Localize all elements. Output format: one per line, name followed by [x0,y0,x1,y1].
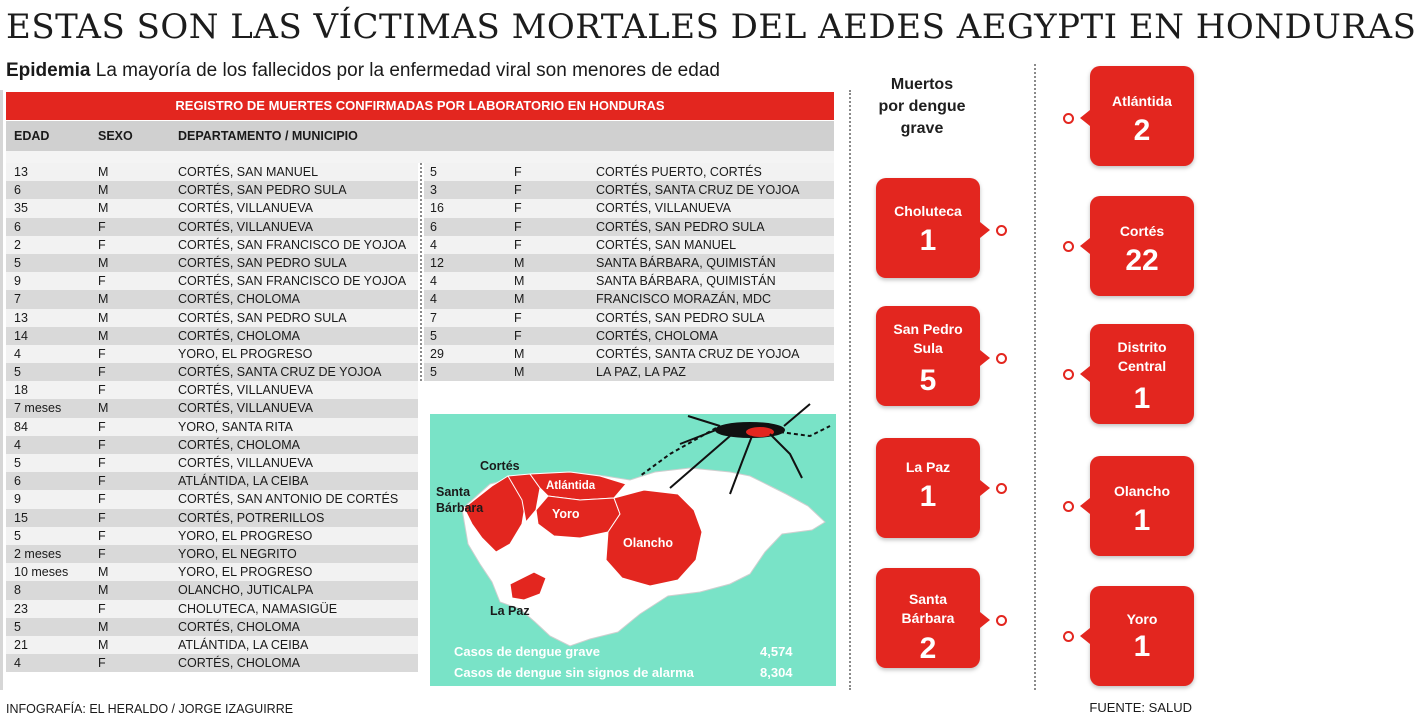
table-row [6,581,418,599]
card-name-line-2: Bárbara [901,610,955,626]
cell-edad: 7 [430,310,437,325]
table-row [6,163,418,181]
cell-sexo: F [514,328,522,343]
card-pointer [980,612,990,628]
cell-sexo: M [514,274,525,289]
table-row [6,472,418,490]
cell-sexo: M [98,583,109,598]
table-row [6,454,418,472]
card-pointer [1080,110,1090,126]
table-row [6,563,418,581]
col-sexo: SEXO [98,129,133,143]
cell-lugar: CHOLUTECA, NAMASIGÜE [178,601,338,616]
cell-lugar: CORTÉS, SAN PEDRO SULA [596,310,765,325]
map-label-olancho: Olancho [623,536,674,550]
cell-sexo: M [98,310,109,325]
table-row [424,199,834,217]
card-value: 1 [1133,382,1151,415]
cell-lugar: SANTA BÁRBARA, QUIMISTÁN [596,274,776,289]
cell-edad: 84 [14,419,28,434]
cell-edad: 6 [14,183,21,198]
cell-edad: 6 [430,219,437,234]
stat-grave-label: Casos de dengue grave [454,644,600,659]
footer-credit: INFOGRAFÍA: EL HERALDO / JORGE IZAGUIRRE [6,702,294,716]
table-row [424,163,834,181]
cell-sexo: F [98,656,106,671]
cell-edad: 4 [14,437,21,452]
cell-lugar: CORTÉS, VILLANUEVA [178,383,313,398]
cell-edad: 4 [430,274,437,289]
sidebar-heading [866,74,978,140]
card-pointer [1080,628,1090,644]
table-row [424,218,834,236]
cell-lugar: CORTÉS, SAN ANTONIO DE CORTÉS [178,492,399,507]
cell-edad: 16 [430,201,444,216]
page-title: ESTAS SON LAS VÍCTIMAS MORTALES DEL AEDES AEGYPTI EN HONDURAS [6,7,1416,47]
table-row [6,218,418,236]
card-santa-barbara [876,568,980,668]
table-row [6,381,418,399]
cell-sexo: F [98,237,106,252]
cell-sexo: M [514,255,525,270]
cell-sexo: M [98,401,109,416]
card-distrito-central [1090,324,1194,424]
cell-sexo: F [98,419,106,434]
cell-edad: 5 [14,456,21,470]
cell-sexo: M [98,201,109,216]
card-choluteca [876,178,980,278]
card-name-line-1: Santa [908,591,948,607]
cell-edad: 6 [14,219,21,234]
card-value: 1 [1133,504,1151,537]
map-label-barbara: Bárbara [436,501,484,515]
cell-edad: 9 [14,492,21,507]
card-value: 5 [919,364,937,397]
card-pointer [1080,498,1090,514]
card-value: 1 [919,224,937,257]
table-row [424,272,834,290]
cell-lugar: CORTÉS, SANTA CRUZ DE YOJOA [596,346,800,361]
table-row [6,600,418,618]
cell-sexo: F [98,456,106,470]
cell-lugar: CORTÉS, VILLANUEVA [178,201,313,216]
cell-sexo: F [514,165,522,179]
col-departamento: DEPARTAMENTO / MUNICIPIO [178,129,358,143]
cell-lugar: CORTÉS, SANTA CRUZ DE YOJOA [178,365,382,380]
card-value: 2 [1133,114,1151,147]
cell-lugar: CORTÉS, CHOLOMA [178,619,301,634]
sidebar-heading-line-1: Muertos [890,76,954,93]
cell-lugar: YORO, EL NEGRITO [178,546,297,561]
cell-edad: 2 meses [14,546,62,561]
cell-sexo: F [98,274,106,289]
table-row [6,527,418,545]
cell-lugar: SANTA BÁRBARA, QUIMISTÁN [596,255,776,270]
cell-edad: 13 [14,310,28,325]
cell-lugar: CORTÉS, VILLANUEVA [178,219,313,234]
card-yoro [1090,586,1194,686]
cell-sexo: F [98,528,106,543]
cell-edad: 4 [430,292,437,307]
cell-sexo: F [98,437,106,452]
table-row [424,236,834,254]
table-row [424,309,834,327]
table-row [6,199,418,217]
cell-lugar: YORO, SANTA RITA [178,419,293,434]
card-name-line-1: San Pedro [893,321,963,337]
cell-sexo: F [98,383,106,398]
cell-sexo: M [514,346,525,361]
cell-edad: 12 [430,255,444,270]
cell-lugar: CORTÉS, SANTA CRUZ DE YOJOA [596,183,800,198]
connector-dot [996,353,1007,364]
sidebar-heading-line-2: por dengue [878,98,966,115]
cell-lugar: CORTÉS, SAN PEDRO SULA [596,219,765,234]
table-row [6,509,418,527]
cell-lugar: CORTÉS, SAN FRANCISCO DE YOJOA [178,274,407,289]
card-san-pedro-sula [876,306,980,406]
table-row [6,290,418,308]
cell-sexo: M [98,183,109,198]
map-label-la-paz: La Paz [490,604,530,618]
cell-lugar: ATLÁNTIDA, LA CEIBA [178,637,309,652]
cell-lugar: ATLÁNTIDA, LA CEIBA [178,474,309,489]
cell-sexo: F [98,219,106,234]
table-header [6,121,834,151]
cell-lugar: CORTÉS, CHOLOMA [596,328,719,343]
case-stats [430,640,806,686]
subtitle-text: La mayoría de los fallecidos por la enfermedad viral son menores de edad [95,60,720,81]
connector-dot [1063,631,1074,642]
sidebar-divider-left [849,90,851,690]
cell-edad: 35 [14,201,28,216]
card-la-paz [876,438,980,538]
cell-sexo: M [98,619,109,634]
stat-sin-signos-value: 8,304 [760,665,793,680]
table-row [6,418,418,436]
footer-source: FUENTE: SALUD [1089,700,1192,715]
cell-lugar: CORTÉS, SAN PEDRO SULA [178,310,347,325]
cell-sexo: F [514,219,522,234]
table-row [6,654,418,672]
table-row [6,618,418,636]
cell-edad: 6 [14,474,21,489]
cell-edad: 14 [14,328,28,343]
table-divider [420,163,422,381]
table-spacer-row [6,151,834,163]
cell-edad: 5 [14,365,21,380]
cell-edad: 7 meses [14,401,62,416]
card-pointer [1080,238,1090,254]
cell-lugar: CORTÉS, SAN PEDRO SULA [178,255,347,270]
table-row [6,254,418,272]
cell-sexo: F [98,346,106,361]
card-name-line-2: Sula [913,340,943,356]
sidebar-heading-line-3: grave [900,120,944,137]
table-row [424,254,834,272]
card-cortes [1090,196,1194,296]
cell-sexo: F [98,365,106,380]
sidebar-divider-center [1034,64,1036,690]
cell-sexo: F [98,510,106,525]
card-olancho [1090,456,1194,556]
card-value: 1 [919,480,937,513]
cell-edad: 3 [430,183,437,198]
cell-edad: 5 [430,365,437,380]
table-row [424,345,834,363]
cell-lugar: FRANCISCO MORAZÁN, MDC [596,292,771,307]
cell-lugar: YORO, EL PROGRESO [178,528,313,543]
map-label-santa: Santa [436,485,471,499]
table-row [6,272,418,290]
card-pointer [980,350,990,366]
connector-dot [1063,241,1074,252]
map-label-santa-barbara [436,484,483,516]
cell-edad: 5 [14,528,21,543]
cell-sexo: F [98,546,106,561]
cell-edad: 7 [14,292,21,307]
table-row [6,236,418,254]
card-value: 22 [1125,244,1159,277]
cell-edad: 15 [14,510,28,525]
cell-sexo: F [98,492,106,507]
cell-lugar: CORTÉS, CHOLOMA [178,437,301,452]
table-row [6,309,418,327]
map-label-yoro: Yoro [552,507,580,521]
table-row [424,327,834,345]
card-value: 1 [1133,630,1151,663]
table-row [424,363,834,381]
card-name-line-1: Distrito [1117,339,1167,355]
connector-dot [996,483,1007,494]
cell-edad: 4 [430,237,437,252]
cell-sexo: F [514,183,522,198]
cell-sexo: M [98,292,109,307]
card-name: Choluteca [894,203,962,219]
cell-sexo: F [514,201,522,216]
cell-sexo: F [514,237,522,252]
cell-sexo: F [98,601,106,616]
cell-lugar: CORTÉS, VILLANUEVA [178,401,313,416]
cell-edad: 5 [430,328,437,343]
cell-lugar: CORTÉS, SAN MANUEL [178,165,319,179]
connector-dot [1063,501,1074,512]
cell-edad: 8 [14,583,21,598]
table-row [6,363,418,381]
table-row [6,399,418,417]
cell-sexo: M [98,637,109,652]
cell-sexo: M [98,328,109,343]
table-row [6,181,418,199]
cell-lugar: CORTÉS, CHOLOMA [178,328,301,343]
cell-lugar: CORTÉS, POTRERILLOS [178,510,325,525]
cell-edad: 13 [14,165,28,179]
cell-lugar: YORO, EL PROGRESO [178,565,313,580]
table-row [6,636,418,654]
cell-lugar: CORTÉS, CHOLOMA [178,656,301,671]
cell-edad: 23 [14,601,28,616]
cell-lugar: YORO, EL PROGRESO [178,346,313,361]
cell-sexo: M [514,292,525,307]
cell-edad: 5 [14,255,21,270]
map-label-atlantida: Atlántida [546,480,596,492]
cell-sexo: M [98,565,109,580]
cell-lugar: CORTÉS, CHOLOMA [178,292,301,307]
card-pointer [980,480,990,496]
cell-edad: 5 [430,165,437,179]
cell-lugar: LA PAZ, LA PAZ [596,365,686,380]
table-row [6,436,418,454]
cell-edad: 2 [14,237,21,252]
cell-sexo: F [98,474,106,489]
card-atlantida [1090,66,1194,166]
connector-dot [1063,113,1074,124]
cell-sexo: M [98,255,109,270]
cell-edad: 10 meses [14,565,69,580]
stat-sin-signos-label: Casos de dengue sin signos de alarma [454,665,694,680]
cell-lugar: CORTÉS, VILLANUEVA [178,456,313,470]
cell-edad: 21 [14,637,28,652]
card-name: La Paz [905,459,951,475]
cell-edad: 29 [430,346,444,361]
cell-edad: 5 [14,619,21,634]
table-row [6,327,418,345]
table-title: REGISTRO DE MUERTES CONFIRMADAS POR LABORATORIO EN HONDURAS [6,92,834,120]
table-row [424,181,834,199]
cell-lugar: CORTÉS, SAN PEDRO SULA [178,183,347,198]
map-label-cortes: Cortés [480,459,520,473]
table-row [424,290,834,308]
table-left-column [6,163,418,672]
table-row [6,345,418,363]
table-right-column [424,163,834,381]
card-pointer [980,222,990,238]
cell-lugar: CORTÉS, SAN MANUEL [596,237,737,252]
cell-edad: 4 [14,656,21,671]
cell-lugar: OLANCHO, JUTICALPA [178,583,314,598]
col-edad: EDAD [14,129,50,143]
card-name-line-2: Central [1117,358,1167,374]
cell-sexo: F [514,310,522,325]
connector-dot [1063,369,1074,380]
left-border [0,90,3,690]
connector-dot [996,615,1007,626]
cell-edad: 4 [14,346,21,361]
card-name: Yoro [1126,611,1158,627]
cell-sexo: M [514,365,525,380]
subtitle-bold: Epidemia [6,60,91,81]
cell-sexo: M [98,165,109,179]
card-name: Olancho [1113,483,1170,499]
table-row [6,490,418,508]
card-value: 2 [919,632,937,665]
stat-grave-value: 4,574 [760,644,793,659]
connector-dot [996,225,1007,236]
cell-edad: 9 [14,274,21,289]
cell-lugar: CORTÉS, SAN FRANCISCO DE YOJOA [178,237,407,252]
cell-lugar: CORTÉS, VILLANUEVA [596,201,731,216]
cell-lugar: CORTÉS PUERTO, CORTÉS [596,165,762,179]
table-row [6,545,418,563]
card-pointer [1080,366,1090,382]
card-name: Cortés [1119,223,1165,239]
cell-edad: 18 [14,383,28,398]
card-name: Atlántida [1112,93,1172,109]
subtitle [6,58,720,84]
